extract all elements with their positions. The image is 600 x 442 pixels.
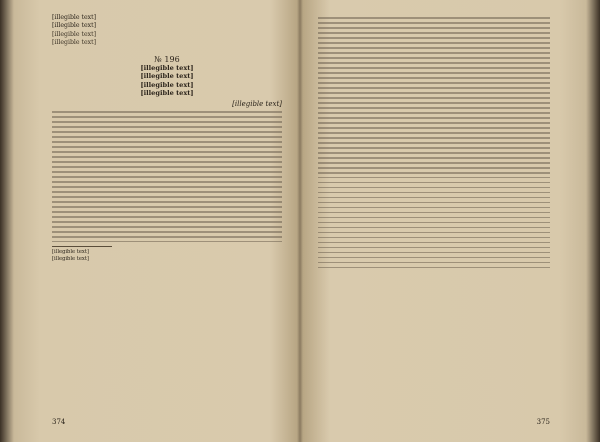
archive-line-1: [illegible text] <box>52 30 97 38</box>
right-body-text-block <box>318 17 550 268</box>
left-page-number: 374 <box>52 417 66 426</box>
heading-line-2: [illegible text] <box>140 72 194 81</box>
heading-line-1: [illegible text] <box>140 63 194 72</box>
left-body-text-block <box>52 111 282 242</box>
left-page <box>52 14 282 432</box>
top-line-2: [illegible text] <box>52 22 97 30</box>
right-page-number: 375 <box>536 417 550 426</box>
footnote-2: [illegible text] <box>52 255 89 262</box>
document-number: № 196 <box>154 55 180 64</box>
document-date: [illegible text] <box>232 99 282 108</box>
footnote-1: [illegible text] <box>52 248 89 255</box>
footnote-rule <box>52 246 112 247</box>
heading-line-3: [illegible text] <box>140 80 194 89</box>
right-page <box>318 14 550 432</box>
archive-line-2: [illegible text] <box>52 39 97 47</box>
top-line-1: [illegible text] <box>52 14 97 21</box>
heading-line-4: [illegible text] <box>140 89 194 98</box>
